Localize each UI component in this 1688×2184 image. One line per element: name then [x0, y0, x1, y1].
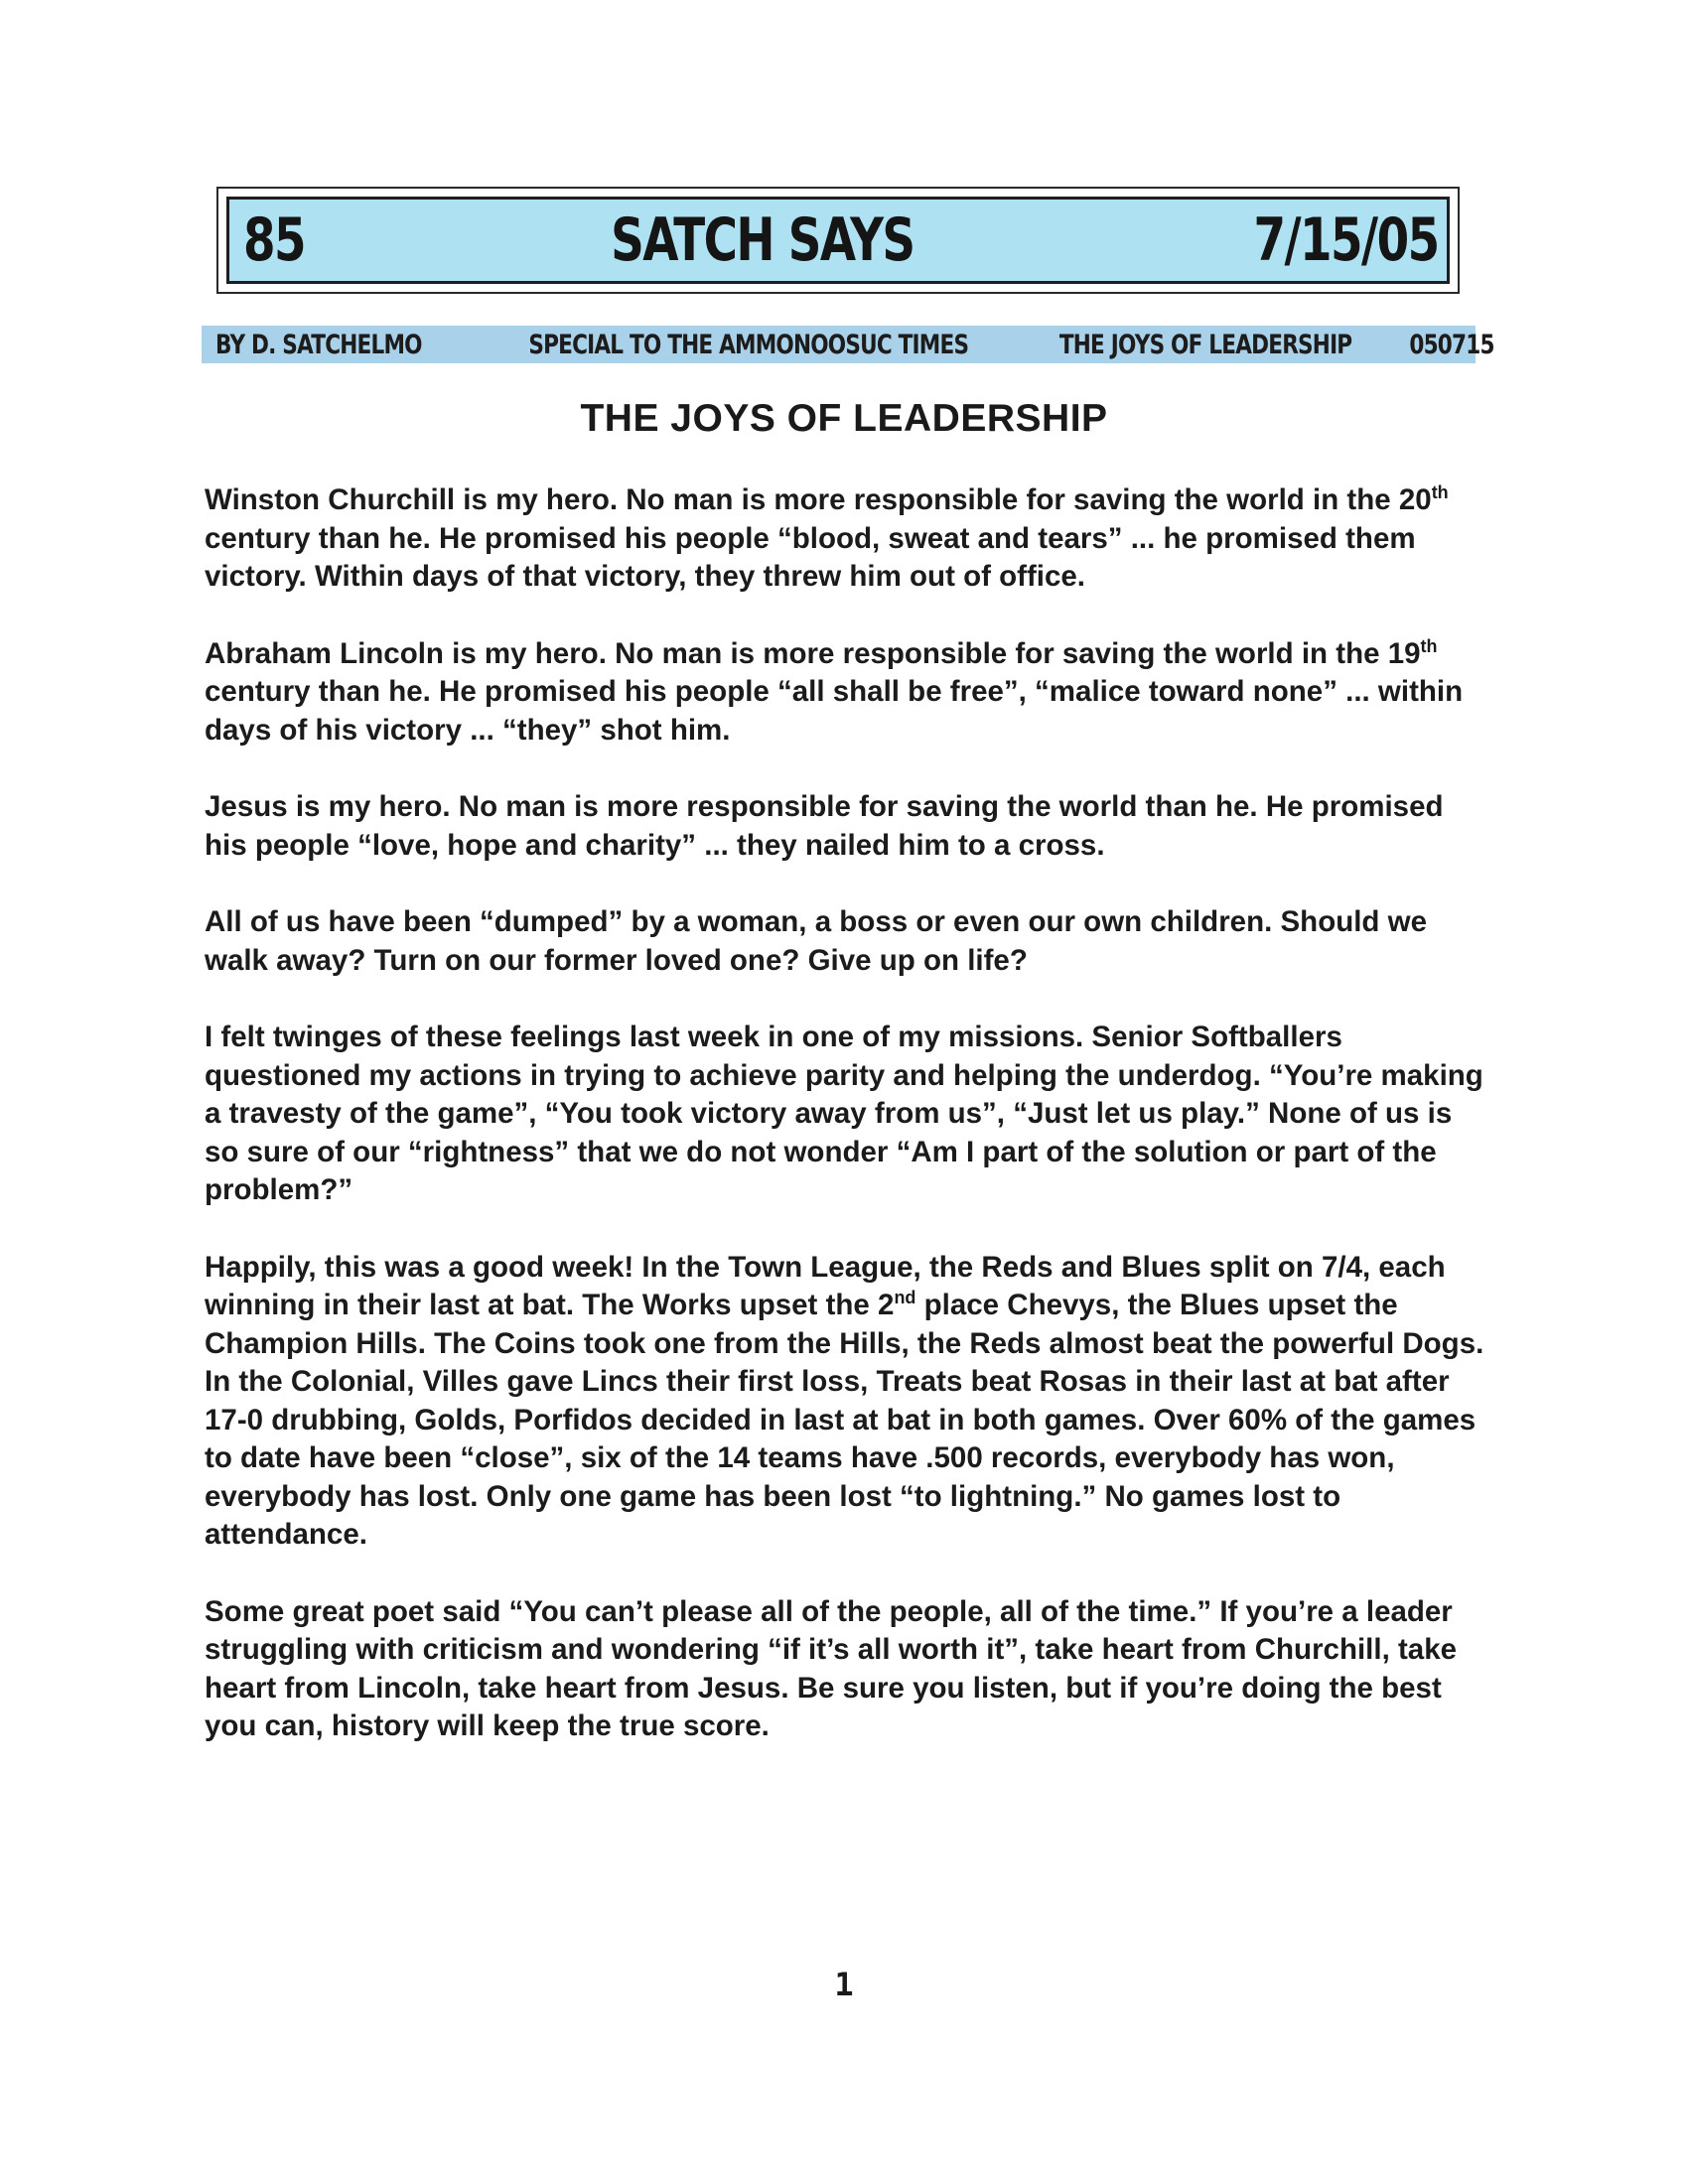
- byline-bar: [202, 326, 1495, 363]
- byline-author: BY D. SATCHELMO: [215, 329, 422, 360]
- paragraph-softballers: I felt twinges of these feelings last week in one of my missions. Senior Softballers questioned my actions in trying to achieve parity and helping the underdog. “You’re making a travesty of the game”, “You took victory away from us”, “Just let us play.” None of us is so sure of our “rightness” that we do not wonder “Am I part of the solution or part of the problem?”: [205, 1021, 1483, 1206]
- article-title: THE JOYS OF LEADERSHIP: [580, 397, 1108, 440]
- paragraph-dumped: All of us have been “dumped” by a woman, a boss or even our own children. Should we walk away? Turn on our former loved one? Give up on life?: [205, 905, 1428, 977]
- paragraph-jesus: Jesus is my hero. No man is more responsible for saving the world than he. He promised his people “love, hope and charity” ... they nailed him to a cross.: [205, 790, 1444, 862]
- byline-topic: THE JOYS OF LEADERSHIP: [1059, 329, 1352, 360]
- issue-date: 7/15/05: [1253, 205, 1439, 275]
- byline-publication: SPECIAL TO THE AMMONOOSUC TIMES: [528, 329, 968, 360]
- byline-code: 050715: [1409, 329, 1495, 360]
- article-body: [205, 481, 1485, 1785]
- paragraph-league-results: Happily, this was a good week! In the Town League, the Reds and Blues split on 7/4, each winning in their last at bat. The Works upset the 2nd place Chevys, the Blues upset the Champion Hills. The Coins took one from the Hills, the Reds almost beat the powerful Dogs. In the Colonial, Villes gave Lincs their first loss, Treats beat Rosas in their last at bat after 17-0 drubbing, Golds, Porfidos decided in last at bat in both games. Over 60% of the games to date have been “close”, six of the 14 teams have .500 records, everybody has won, everybody has lost. Only one game has been lost “to lightning.” No games lost to attendance.: [205, 1250, 1484, 1551]
- paragraph-conclusion: Some great poet said “You can’t please all of the people, all of the time.” If you’re a leader struggling with criticism and wondering “if it’s all worth it”, take heart from Churchill, take heart from Lincoln, take heart from Jesus. Be sure you listen, but if you’re doing the best you can, history will keep the true score.: [205, 1594, 1458, 1742]
- column-header-banner: [226, 197, 1450, 284]
- column-name: SATCH SAYS: [610, 205, 914, 275]
- paragraph-lincoln: Abraham Lincoln is my hero. No man is more responsible for saving the world in the 19th century than he. He promised his people “all shall be free”, “malice toward none” ... within days of his victory ... “they” shot him.: [205, 635, 1464, 747]
- page-number: 1: [834, 1966, 854, 2003]
- column-header-box: [216, 187, 1460, 294]
- paragraph-churchill: Winston Churchill is my hero. No man is more responsible for saving the world in the 20th century than he. He promised his people “blood, sweat and tears” ... he promised them victory. Within days of that victory, they threw him out of office.: [205, 482, 1449, 593]
- issue-number: 85: [243, 205, 306, 275]
